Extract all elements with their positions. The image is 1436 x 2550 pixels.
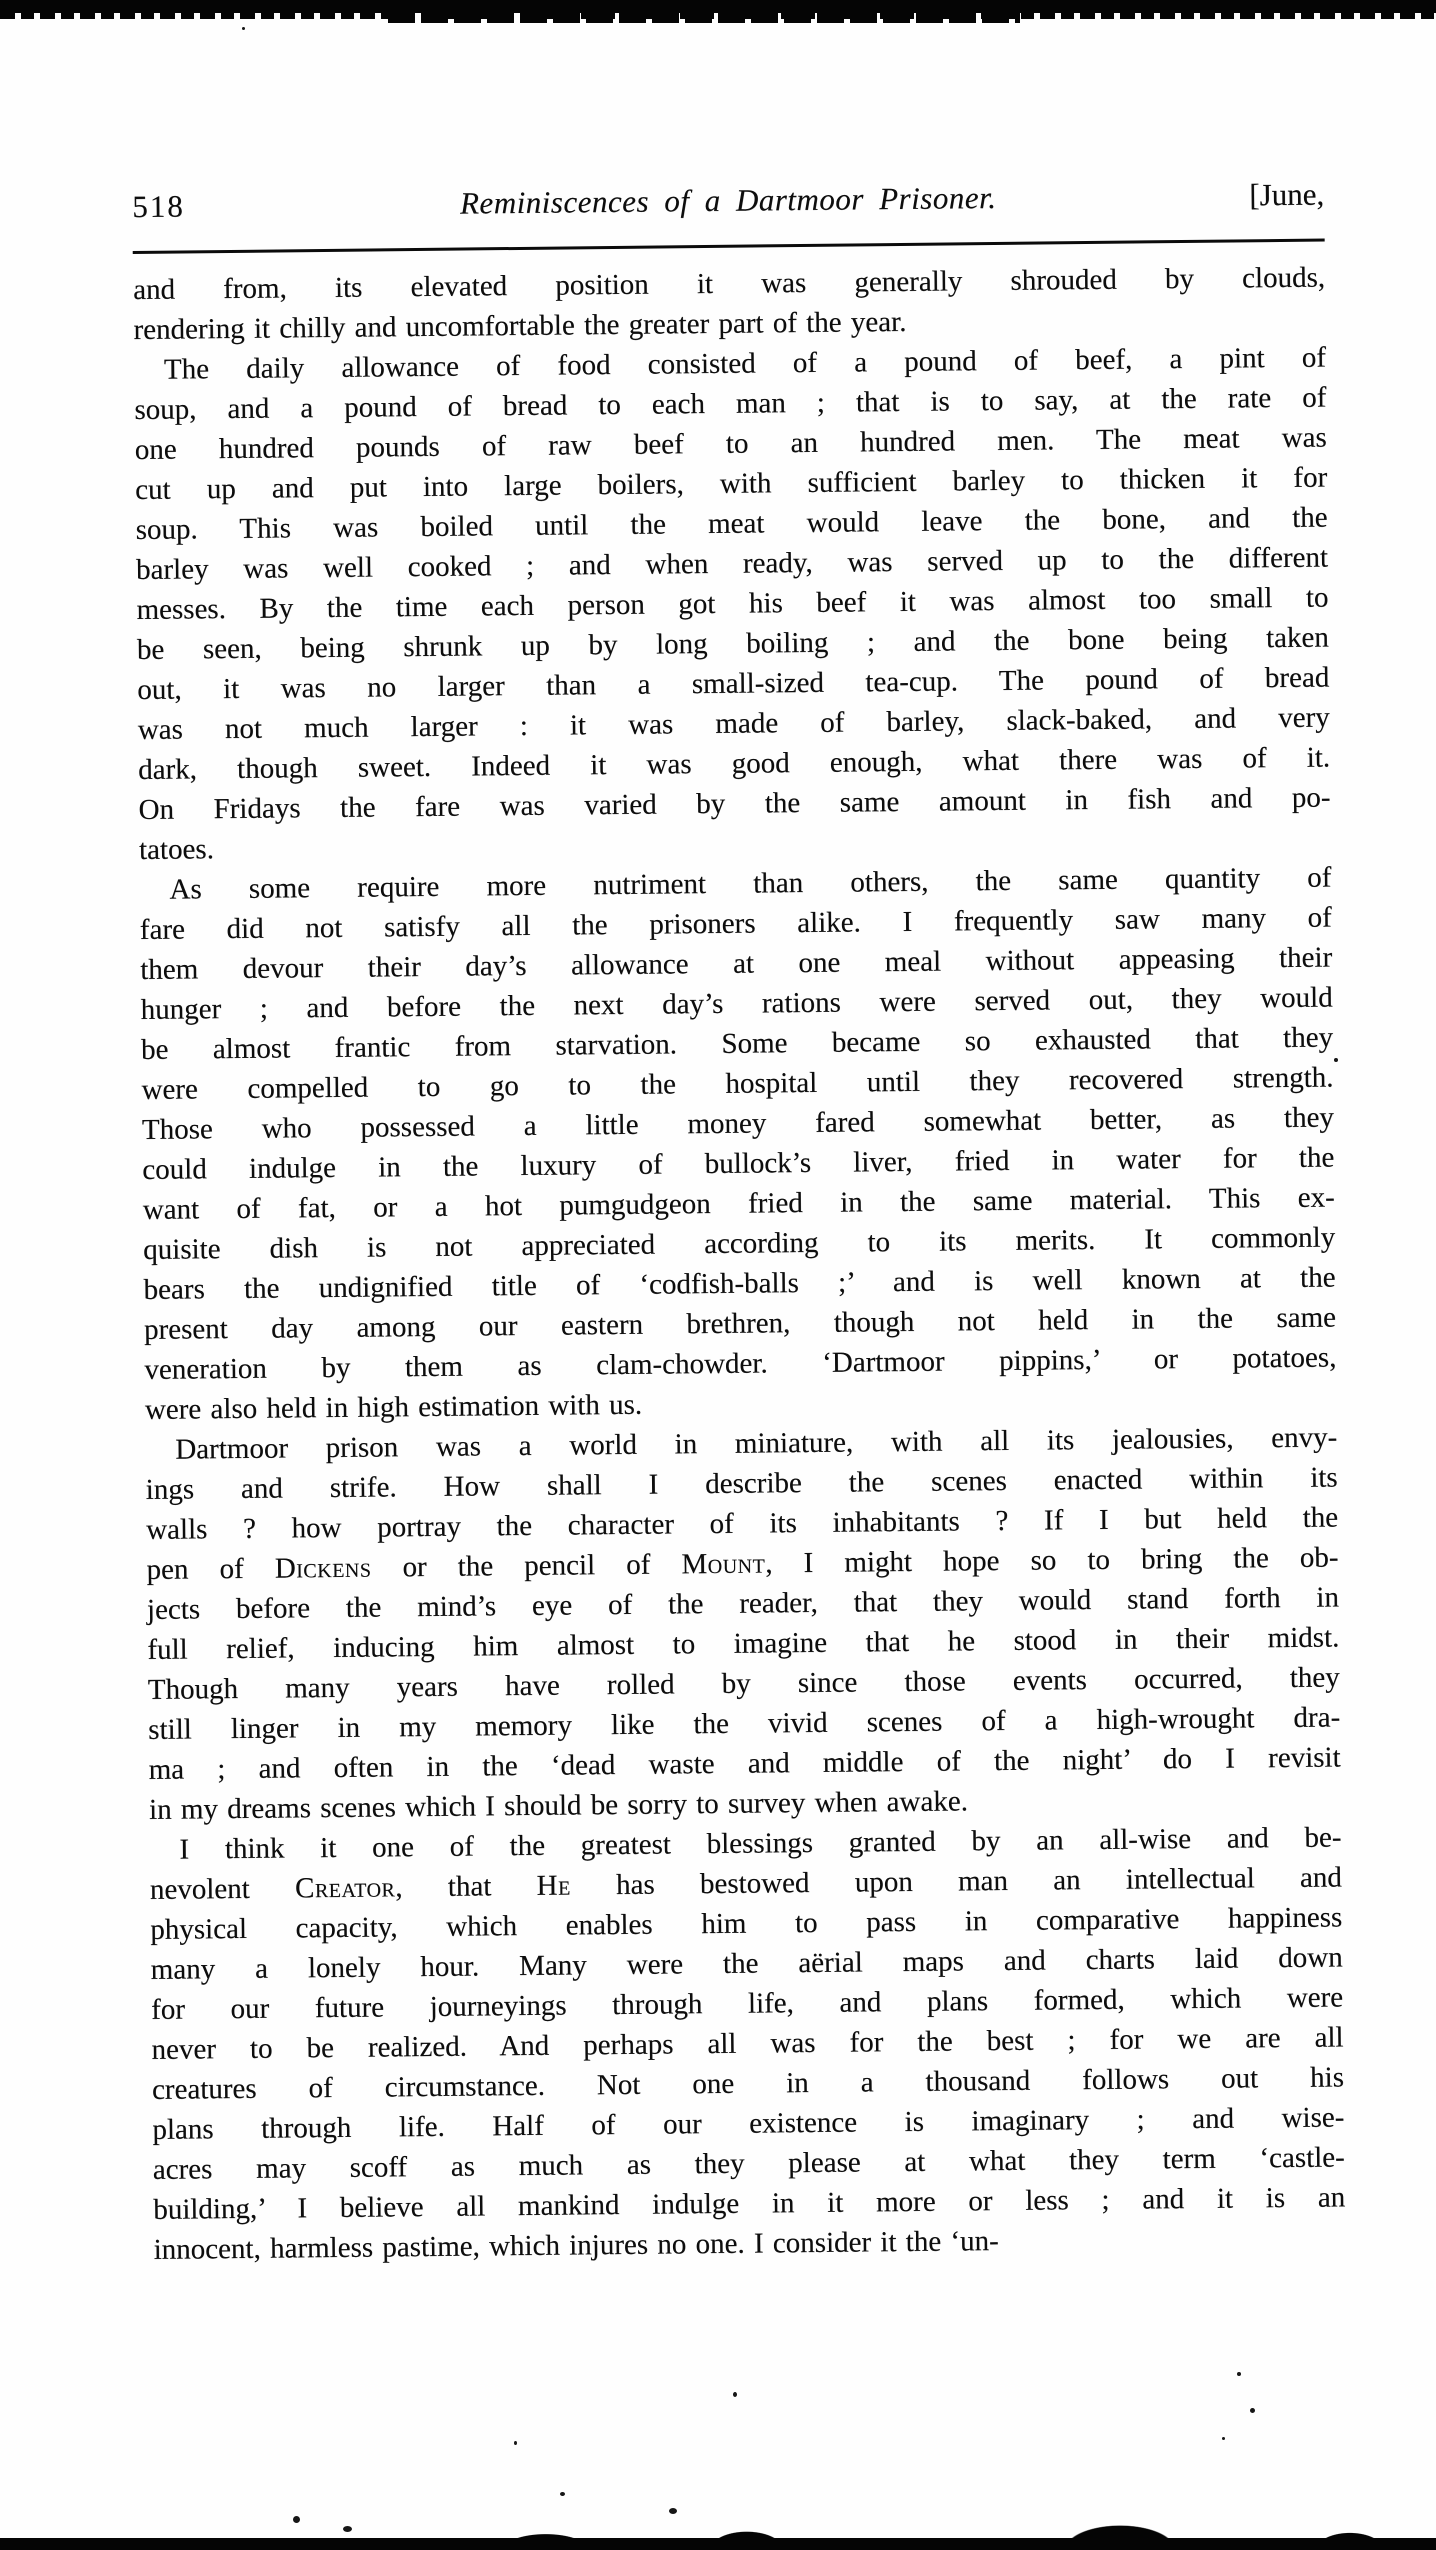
text-line: Those who possessed a little money fared somewhat better, as they bbox=[141, 1101, 1335, 1146]
text-line: many a lonely hour. Many were the aërial maps and charts laid down bbox=[150, 1941, 1343, 1986]
text-line: The daily allowance of food consisted of a pound of beef, a pint of bbox=[163, 341, 1327, 386]
small-caps-name: He bbox=[536, 1869, 571, 1902]
text-line: rendering it chilly and uncomfortable the greater part of the year. bbox=[133, 305, 907, 346]
text-line: plans through life. Half of our existence is imaginary ; and wise- bbox=[152, 2101, 1345, 2146]
text-line: creatures of circumstance. Not one in a thousand follows out his bbox=[151, 2061, 1345, 2106]
text-line: Though many years have rolled by since those events occurred, they bbox=[147, 1661, 1340, 1706]
text-line: Dartmoor prison was a world in miniature, with all its jealousies, envy- bbox=[175, 1421, 1338, 1466]
page-content bbox=[132, 171, 1346, 2270]
scan-artifact-top-band bbox=[0, 0, 1436, 13]
ink-speck bbox=[242, 27, 245, 30]
ink-speck bbox=[560, 2492, 565, 2496]
text-line: innocent, harmless pastime, which injures no one. I consider it the ‘un- bbox=[153, 2225, 999, 2266]
text-line: full relief, inducing him almost to imagine that he stood in their midst. bbox=[147, 1621, 1340, 1666]
running-header bbox=[132, 171, 1325, 241]
text-line: could indulge in the luxury of bullock’s liver, fried in water for the bbox=[142, 1141, 1335, 1186]
ink-speck bbox=[1222, 2437, 1225, 2440]
text-line: quisite dish is not appreciated according to its merits. It commonly bbox=[143, 1221, 1336, 1266]
text-line: be seen, being shrunk up by long boiling ; and the bone being taken bbox=[136, 621, 1329, 666]
paragraph bbox=[139, 857, 1337, 1429]
text-line: them devour their day’s allowance at one meal without appeasing their bbox=[140, 941, 1333, 986]
text-line: fare did not satisfy all the prisoners alike. I frequently saw many of bbox=[139, 901, 1332, 946]
text-line: building,’ I believe all mankind indulge in it more or less ; and it is an bbox=[153, 2181, 1346, 2226]
text-line: were also held in high estimation with us. bbox=[144, 1388, 643, 1426]
text-line: were compelled to go to the hospital until they recovered strength. bbox=[141, 1061, 1334, 1106]
paragraph bbox=[145, 1417, 1341, 1829]
text-line: barley was well cooked ; and when ready, was served up to the different bbox=[135, 541, 1329, 586]
paragraph bbox=[133, 258, 1326, 350]
text-line: walls ? how portray the character of its inhabitants ? If I but held the bbox=[145, 1501, 1339, 1546]
text-line: never to be realized. And perhaps all was for the best ; for we are all bbox=[151, 2021, 1344, 2066]
small-caps-name: Dickens bbox=[274, 1551, 372, 1585]
page-number: 518 bbox=[132, 188, 185, 224]
text-line: ma ; and often in the ‘dead waste and middle of the night’ do I revisit bbox=[148, 1741, 1341, 1786]
small-caps-name: Creator bbox=[294, 1871, 396, 1905]
text-line: be almost frantic from starvation. Some became so exhausted that they bbox=[140, 1021, 1334, 1066]
small-caps-name: Mount bbox=[681, 1547, 766, 1581]
issue-date: [June, bbox=[1249, 176, 1325, 213]
running-title: Reminiscences of a Dartmoor Prisoner. bbox=[459, 179, 997, 221]
text-line: for our future journeyings through life, and plans formed, which were bbox=[150, 1981, 1344, 2026]
text-line: still linger in my memory like the vivid scenes of a high-wrought dra- bbox=[148, 1701, 1341, 1746]
text-line: hunger ; and before the next day’s rations were served out, they would bbox=[140, 981, 1333, 1026]
text-line: in my dreams scenes which I should be sorry to survey when awake. bbox=[148, 1785, 969, 1826]
text-line: As some require more nutriment than others, the same quantity of bbox=[169, 861, 1332, 906]
text-line: tatoes. bbox=[138, 833, 215, 866]
text-line: I think it one of the greatest blessings granted by an all-wise and be- bbox=[179, 1821, 1342, 1866]
paragraph bbox=[149, 1817, 1346, 2269]
header-rule bbox=[133, 239, 1325, 254]
paragraph bbox=[134, 338, 1331, 870]
ink-speck bbox=[1237, 2372, 1241, 2376]
text-line: veneration by them as clam-chowder. ‘Dartmoor pippins,’ or potatoes, bbox=[144, 1341, 1337, 1386]
text-line: soup. This was boiled until the meat would leave the bone, and the bbox=[135, 501, 1328, 546]
text-line: ings and strife. How shall I describe the scenes enacted within its bbox=[145, 1461, 1338, 1506]
text-line: jects before the mind’s eye of the reader, that they would stand forth in bbox=[146, 1581, 1340, 1626]
text-line: was not much larger : it was made of barley, slack-baked, and very bbox=[137, 701, 1330, 746]
text-line: pen of Dickens or the pencil of Mount, I might hope so to bring the ob- bbox=[146, 1541, 1339, 1586]
text-line: messes. By the time each person got his beef it was almost too small to bbox=[136, 581, 1329, 626]
ink-speck bbox=[514, 2441, 517, 2445]
text-line: nevolent Creator, that He has bestowed upon man an intellectual and bbox=[149, 1861, 1342, 1906]
ink-speck bbox=[1250, 2408, 1255, 2413]
scan-artifact-bottom-band bbox=[0, 2508, 1436, 2550]
ink-speck bbox=[733, 2392, 737, 2397]
text-line: and from, its elevated position it was generally shrouded by clouds, bbox=[132, 261, 1326, 306]
text-line: soup, and a pound of bread to each man ; that is to say, at the rate of bbox=[134, 381, 1327, 426]
page-body bbox=[133, 258, 1346, 2270]
text-line: bears the undignified title of ‘codfish-balls ;’ and is well known at the bbox=[143, 1261, 1336, 1306]
text-line: dark, though sweet. Indeed it was good enough, what there was of it. bbox=[137, 741, 1331, 786]
text-line: one hundred pounds of raw beef to an hundred men. The meat was bbox=[134, 421, 1327, 466]
text-line: On Fridays the fare was varied by the same amount in fish and po- bbox=[138, 781, 1331, 826]
text-line: present day among our eastern brethren, though not held in the same bbox=[143, 1301, 1337, 1346]
text-line: cut up and put into large boilers, with sufficient barley to thicken it for bbox=[135, 461, 1328, 506]
text-line: physical capacity, which enables him to pass in comparative happiness bbox=[150, 1901, 1343, 1946]
text-line: want of fat, or a hot pumgudgeon fried in the same material. This ex- bbox=[142, 1181, 1335, 1226]
ink-speck bbox=[1334, 1058, 1338, 1062]
text-line: out, it was no larger than a small-sized tea-cup. The pound of bread bbox=[137, 661, 1330, 706]
text-line: acres may scoff as much as they please at what they term ‘castle- bbox=[152, 2141, 1345, 2186]
